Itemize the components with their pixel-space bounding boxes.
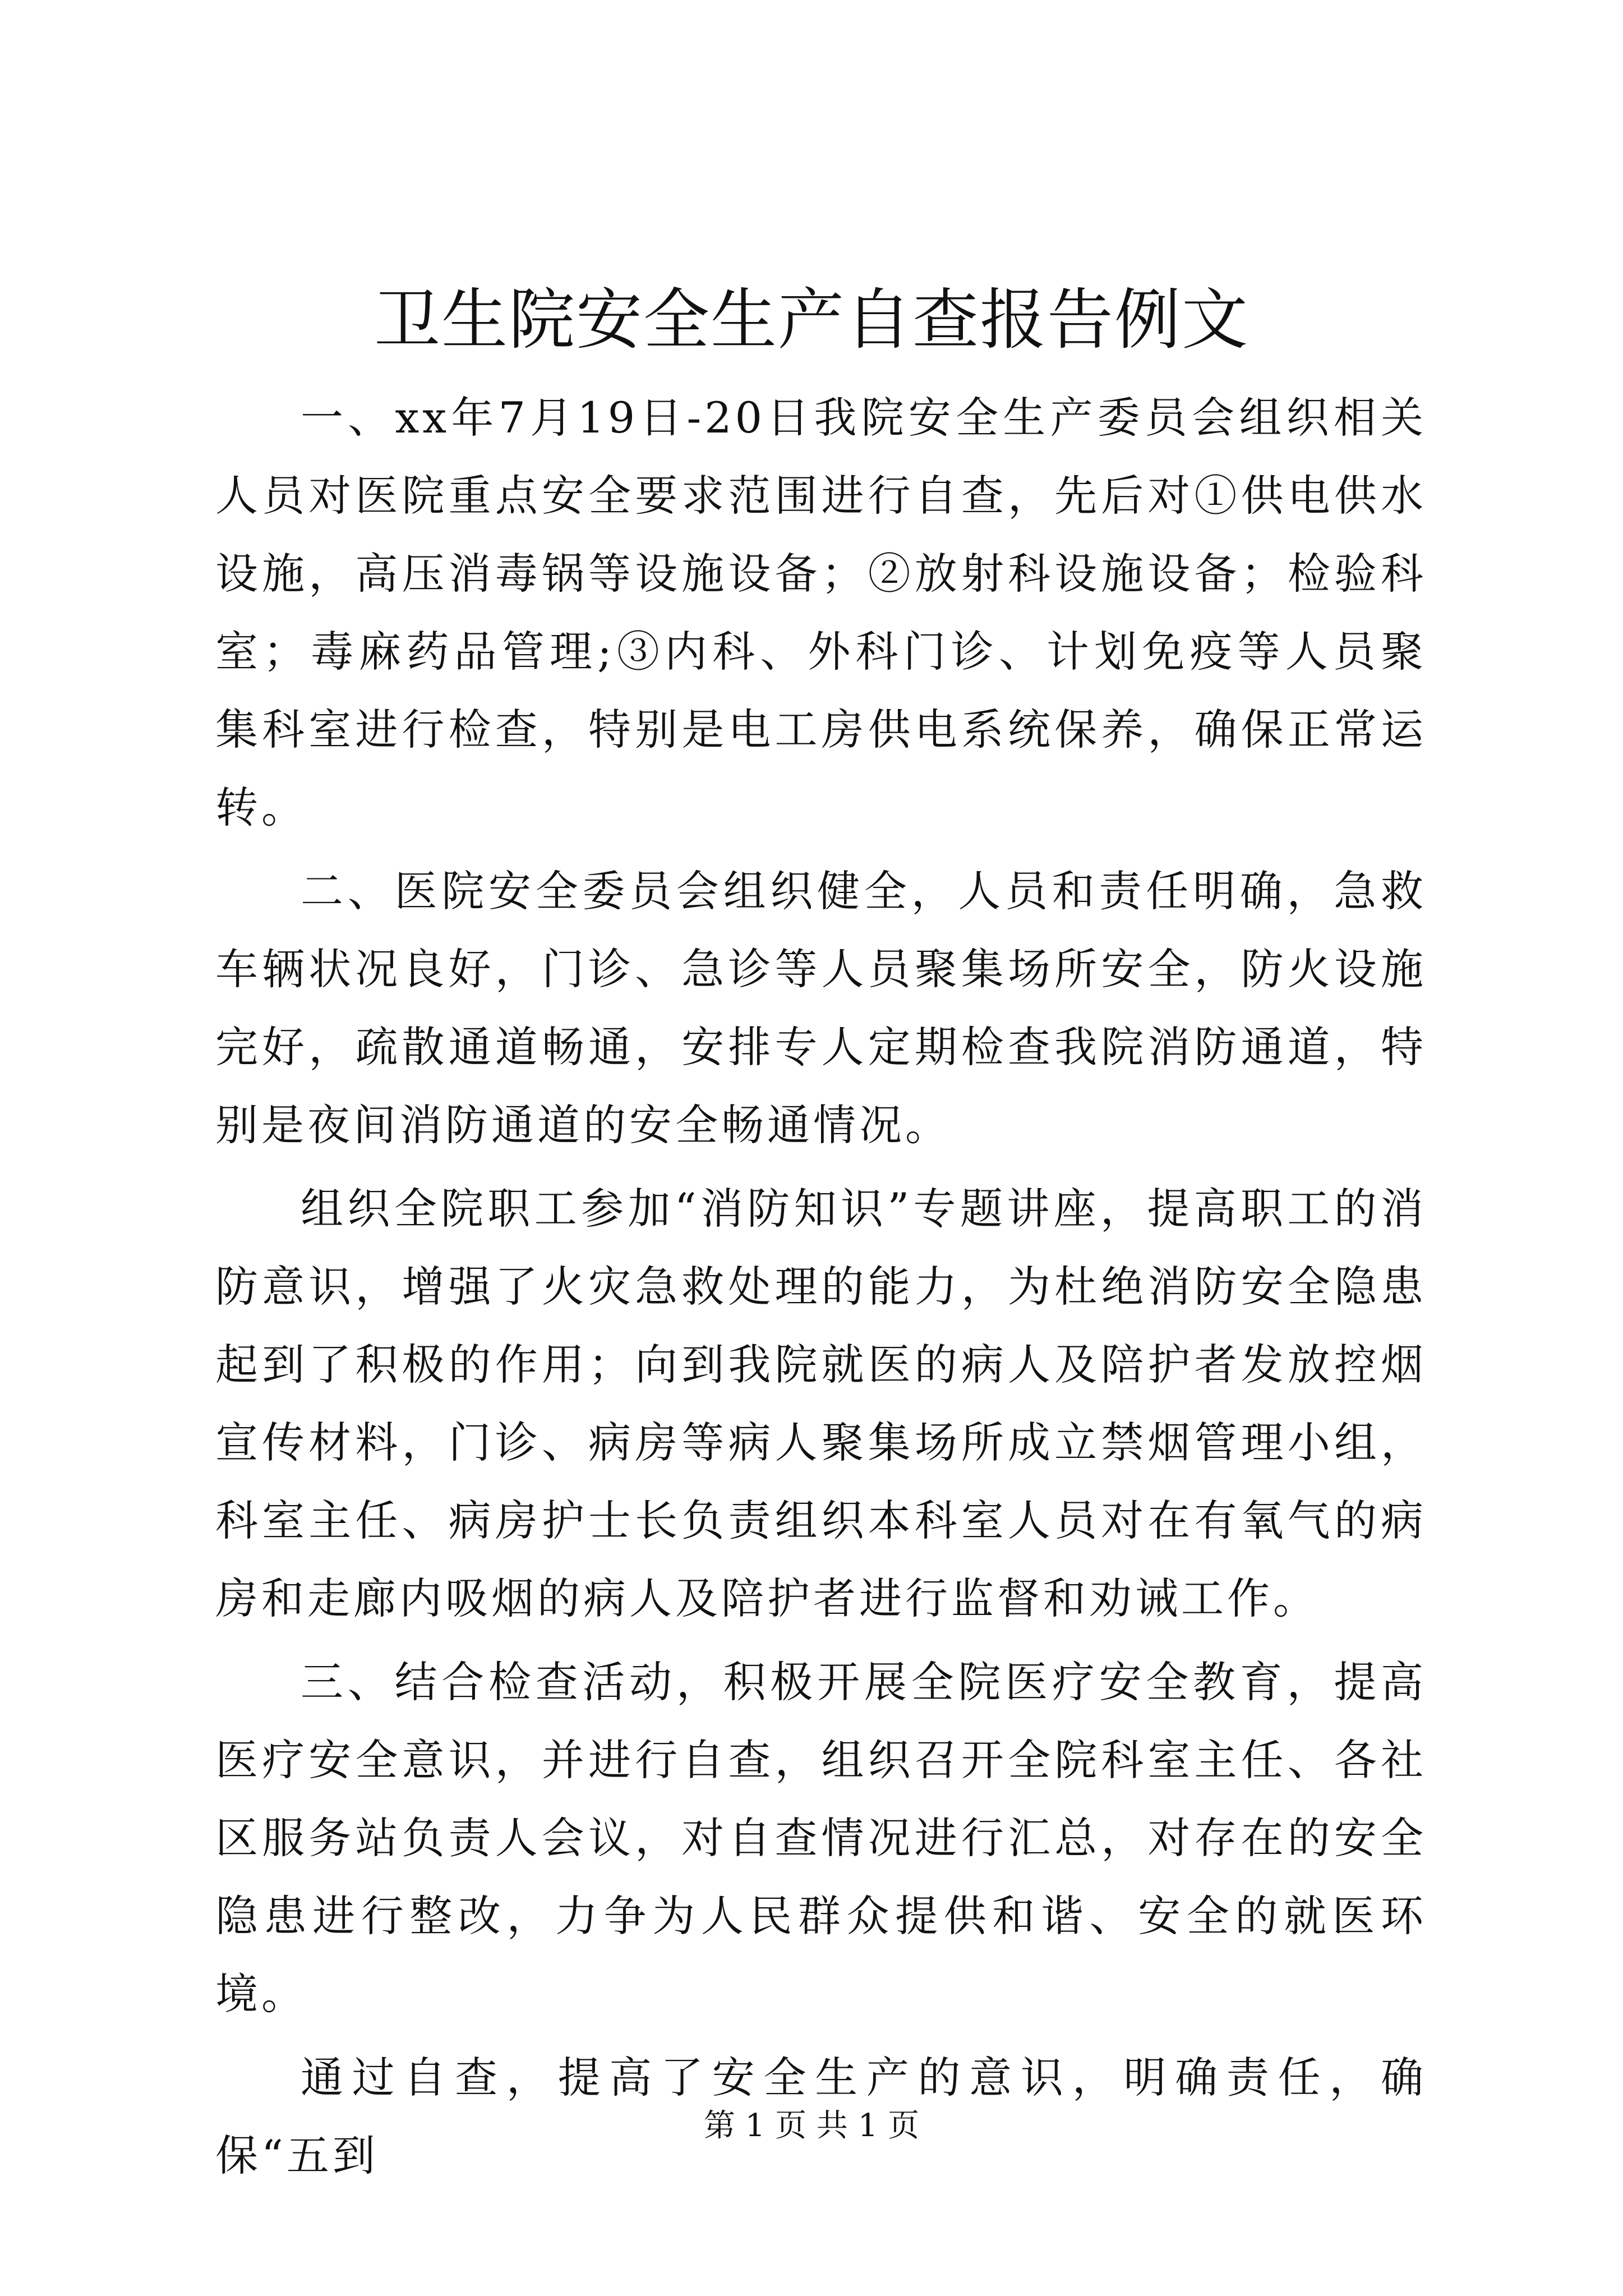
paragraph-2: 二、医院安全委员会组织健全，人员和责任明确，急救车辆状况良好，门诊、急诊等人员聚集场所安全，防火设施完好，疏散通道畅通，安排专人定期检查我院消防通道，特别是夜间消防通道的安全畅通情况。 — [215, 866, 1427, 1150]
page-number-footer: 第 1 页 共 1 页 — [703, 2108, 920, 2144]
paragraph-5: 通过自查，提高了安全生产的意识，明确责任，确保“五到 — [215, 2053, 1427, 2180]
paragraph-3: 组织全院职工参加“消防知识”专题讲座，提高职工的消防意识，增强了火灾急救处理的能力，为杜绝消防安全隐患起到了积极的作用；向到我院就医的病人及陪护者发放控烟宣传材料，门诊、病房等病人聚集场所成立禁烟管理小组，科室主任、病房护士长负责组织本科室人员对在有氧气的病房和走廊内吸烟的病人及陪护者进行监督和劝诫工作。 — [215, 1184, 1427, 1623]
document-title: 卫生院安全生产自查报告例文 — [374, 281, 1249, 358]
paragraph-1: 一、xx年7月19日-20日我院安全生产委员会组织相关人员对医院重点安全要求范围进行自查，先后对①供电供水设施，高压消毒锅等设施设备；②放射科设施设备；检验科室；毒麻药品管理;③内科、外科门诊、计划免疫等人员聚集科室进行检查，特别是电工房供电系统保养，确保正常运转。 — [215, 393, 1427, 832]
paragraph-4: 三、结合检查活动，积极开展全院医疗安全教育，提高医疗安全意识，并进行自查，组织召开全院科室主任、各社区服务站负责人会议，对自查情况进行汇总，对存在的安全隐患进行整改，力争为人民群众提供和谐、安全的就医环境。 — [215, 1657, 1427, 2019]
document-body — [215, 379, 1427, 2200]
